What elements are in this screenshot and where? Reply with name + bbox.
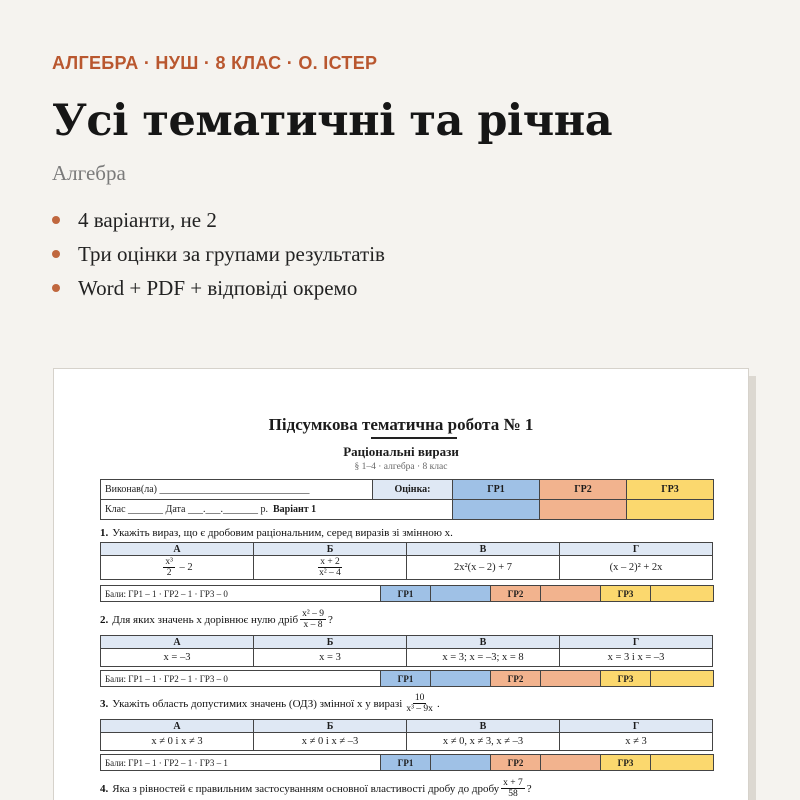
- options-table-3: [100, 719, 713, 751]
- question-tail: ?: [327, 613, 333, 626]
- option-letter: Г: [560, 636, 713, 649]
- option-letter: В: [407, 543, 560, 556]
- question-number: 2.: [100, 613, 109, 626]
- score-cell-3[interactable]: [651, 586, 714, 602]
- eyebrow-label: АЛГЕБРА · НУШ · 8 КЛАС · О. ІСТЕР: [52, 53, 378, 73]
- score-text: Бали: ГР1 – 1 · ГР2 – 1 · ГР3 – 0: [101, 586, 381, 602]
- group-label-3: ГР3: [601, 671, 651, 687]
- score-cell-2[interactable]: [541, 755, 601, 771]
- question-text: Укажіть вираз, що є дробовим раціональним, серед виразів зі змінною x.: [112, 527, 453, 539]
- group-label-1: ГР1: [381, 671, 431, 687]
- header-table: [100, 479, 714, 520]
- option-letter: Г: [560, 720, 713, 733]
- doc-title-underline: [371, 437, 457, 439]
- fraction-den: x² – 4: [319, 568, 341, 578]
- question-3: [100, 693, 440, 714]
- fraction: [501, 778, 525, 799]
- option-letter: В: [407, 720, 560, 733]
- bullet-dot-icon: [52, 216, 60, 224]
- fraction: [163, 557, 175, 578]
- fraction-num: x + 2: [320, 557, 340, 567]
- feature-item: [52, 203, 385, 237]
- option-b[interactable]: x = 3: [254, 649, 407, 667]
- option-letter: Г: [560, 543, 713, 556]
- option-c[interactable]: x = 3; x = –3; x = 8: [407, 649, 560, 667]
- feature-text: Три оцінки за групами результатів: [78, 242, 385, 266]
- option-d[interactable]: (x – 2)² + 2x: [560, 556, 713, 580]
- option-d[interactable]: x ≠ 3: [560, 733, 713, 751]
- grade-cell-3: [627, 500, 714, 520]
- option-c[interactable]: 2x²(x – 2) + 7: [407, 556, 560, 580]
- fraction-num: x + 7: [503, 778, 523, 788]
- question-number: 3.: [100, 697, 109, 710]
- feature-list: [52, 203, 385, 305]
- score-table-3: [100, 754, 714, 771]
- question-text: Укажіть область допустимих значень (ОДЗ) змінної x у виразі: [112, 697, 403, 710]
- page-subtitle: Алгебра: [52, 161, 126, 185]
- fraction-den: 58: [508, 789, 518, 799]
- question-tail: ?: [526, 782, 532, 795]
- question-4: [100, 778, 532, 799]
- variant-label: Варіант 1: [272, 504, 317, 515]
- doc-meta: § 1–4 · алгебра · 8 клас: [354, 462, 448, 472]
- group-label-1: ГР1: [381, 755, 431, 771]
- option-letter: А: [101, 720, 254, 733]
- document-preview: [53, 368, 749, 800]
- option-d[interactable]: x = 3 і x = –3: [560, 649, 713, 667]
- bullet-dot-icon: [52, 250, 60, 258]
- option-letter: А: [101, 636, 254, 649]
- fraction-den: x³ – 9x: [406, 704, 433, 714]
- score-cell-2[interactable]: [541, 671, 601, 687]
- group-label-2: ГР2: [491, 586, 541, 602]
- group-label-1: ГР1: [381, 586, 431, 602]
- option-letter: Б: [254, 636, 407, 649]
- performer-field: Виконав(ла) ______________________________: [101, 480, 373, 500]
- bullet-dot-icon: [52, 284, 60, 292]
- class-date-text: Клас _______ Дата ___.___._______ р.: [105, 504, 268, 515]
- score-cell-3[interactable]: [651, 755, 714, 771]
- question-number: 4.: [100, 782, 109, 795]
- class-date-field: [101, 500, 453, 520]
- fraction-den: x – 8: [303, 620, 323, 630]
- question-tail: .: [436, 697, 440, 710]
- grade-cell-1: [453, 500, 540, 520]
- feature-item: [52, 271, 385, 305]
- page-title: Усі тематичні та річна: [52, 96, 613, 146]
- option-a[interactable]: [101, 556, 254, 580]
- score-cell-1[interactable]: [431, 671, 491, 687]
- question-2: [100, 609, 333, 630]
- fraction: [317, 557, 343, 578]
- score-text: Бали: ГР1 – 1 · ГР2 – 1 · ГР3 – 1: [101, 755, 381, 771]
- options-table-2: [100, 635, 713, 667]
- option-c[interactable]: x ≠ 0, x ≠ 3, x ≠ –3: [407, 733, 560, 751]
- score-text: Бали: ГР1 – 1 · ГР2 – 1 · ГР3 – 0: [101, 671, 381, 687]
- options-table-1: [100, 542, 713, 580]
- score-table-2: [100, 670, 714, 687]
- fraction-num: x² – 9: [302, 609, 324, 619]
- group-label-2: ГР2: [491, 755, 541, 771]
- score-cell-1[interactable]: [431, 755, 491, 771]
- fraction: [404, 693, 435, 714]
- question-text: Яка з рівностей є правильним застосуванням основної властивості дробу до дробу: [112, 782, 500, 795]
- option-b[interactable]: x ≠ 0 і x ≠ –3: [254, 733, 407, 751]
- group-label-3: ГР3: [601, 755, 651, 771]
- question-1: [100, 527, 453, 539]
- grade-cell-2: [540, 500, 627, 520]
- group-header-2: ГР2: [540, 480, 627, 500]
- doc-title: Підсумкова тематична робота № 1: [268, 415, 534, 434]
- score-cell-1[interactable]: [431, 586, 491, 602]
- option-letter: В: [407, 636, 560, 649]
- option-letter: Б: [254, 720, 407, 733]
- fraction-num: x³: [165, 557, 173, 567]
- fraction-den: 2: [166, 568, 172, 578]
- option-a[interactable]: x = –3: [101, 649, 254, 667]
- score-cell-3[interactable]: [651, 671, 714, 687]
- option-letter: Б: [254, 543, 407, 556]
- score-table-1: [100, 585, 714, 602]
- group-label-3: ГР3: [601, 586, 651, 602]
- feature-text: Word + PDF + відповіді окремо: [78, 276, 358, 300]
- option-b[interactable]: [254, 556, 407, 580]
- fraction: [300, 609, 326, 630]
- question-text: Для яких значень x дорівнює нулю дріб: [112, 613, 299, 626]
- group-header-1: ГР1: [453, 480, 540, 500]
- grade-label: Оцінка:: [373, 480, 453, 500]
- option-tail: – 2: [176, 561, 193, 573]
- group-header-3: ГР3: [627, 480, 714, 500]
- question-number: 1.: [100, 527, 109, 539]
- fraction-num: 10: [414, 693, 425, 703]
- option-a[interactable]: x ≠ 0 і x ≠ 3: [101, 733, 254, 751]
- group-label-2: ГР2: [491, 671, 541, 687]
- feature-item: [52, 237, 385, 271]
- score-cell-2[interactable]: [541, 586, 601, 602]
- option-letter: А: [101, 543, 254, 556]
- feature-text: 4 варіанти, не 2: [78, 208, 217, 232]
- doc-subtitle: Раціональні вирази: [343, 444, 459, 459]
